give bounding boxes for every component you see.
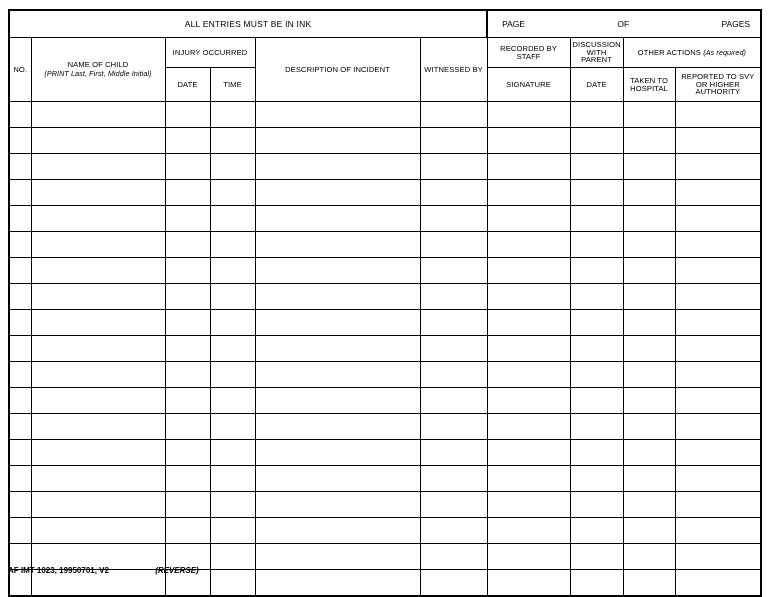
cell-injury-time[interactable] bbox=[210, 466, 255, 492]
cell-discussion-date[interactable] bbox=[570, 518, 623, 544]
cell-injury-time[interactable] bbox=[210, 284, 255, 310]
cell-signature[interactable] bbox=[487, 492, 570, 518]
cell-reported-to-svy[interactable] bbox=[675, 336, 761, 362]
cell-injury-date[interactable] bbox=[165, 466, 210, 492]
col-header-reported-to-svy-label: REPORTED TO SVY OR HIGHER AUTHORITY bbox=[681, 71, 755, 97]
of-label: OF bbox=[617, 18, 630, 29]
cell-taken-to-hospital[interactable] bbox=[623, 440, 675, 466]
col-header-signature-label: SIGNATURE bbox=[506, 79, 551, 89]
col-header-injury-date-label: DATE bbox=[177, 79, 198, 89]
cell-signature[interactable] bbox=[487, 102, 570, 128]
cell-injury-time[interactable] bbox=[210, 518, 255, 544]
table-row bbox=[9, 128, 761, 154]
cell-name-of-child[interactable] bbox=[31, 310, 165, 336]
cell-taken-to-hospital[interactable] bbox=[623, 206, 675, 232]
cell-no[interactable] bbox=[9, 102, 31, 128]
table-row bbox=[9, 388, 761, 414]
cell-witnessed-by[interactable] bbox=[420, 440, 487, 466]
cell-no[interactable] bbox=[9, 492, 31, 518]
cell-discussion-date[interactable] bbox=[570, 232, 623, 258]
cell-taken-to-hospital[interactable] bbox=[623, 258, 675, 284]
table-row bbox=[9, 206, 761, 232]
cell-witnessed-by[interactable] bbox=[420, 414, 487, 440]
cell-discussion-date[interactable] bbox=[570, 492, 623, 518]
col-header-witnessed-by bbox=[420, 38, 487, 102]
cell-injury-date[interactable] bbox=[165, 154, 210, 180]
col-header-discussion-with-parent bbox=[570, 38, 623, 68]
col-header-description-of-incident bbox=[255, 38, 420, 102]
cell-no[interactable] bbox=[9, 128, 31, 154]
col-header-taken-to-hospital bbox=[623, 68, 675, 102]
form-identifier: AF IMT 1023, 19950701, V2 bbox=[8, 566, 109, 575]
cell-injury-date[interactable] bbox=[165, 258, 210, 284]
cell-no[interactable] bbox=[9, 258, 31, 284]
cell-injury-date[interactable] bbox=[165, 206, 210, 232]
cell-description[interactable] bbox=[255, 180, 420, 206]
cell-reported-to-svy[interactable] bbox=[675, 310, 761, 336]
cell-reported-to-svy[interactable] bbox=[675, 154, 761, 180]
col-header-taken-to-hospital-label: TAKEN TO HOSPITAL bbox=[630, 75, 669, 93]
cell-description[interactable] bbox=[255, 102, 420, 128]
cell-injury-time[interactable] bbox=[210, 388, 255, 414]
cell-discussion-date[interactable] bbox=[570, 180, 623, 206]
cell-taken-to-hospital[interactable] bbox=[623, 284, 675, 310]
col-header-no-label: NO. bbox=[13, 64, 28, 74]
cell-signature[interactable] bbox=[487, 258, 570, 284]
cell-discussion-date[interactable] bbox=[570, 128, 623, 154]
table-row bbox=[9, 310, 761, 336]
cell-discussion-date[interactable] bbox=[570, 336, 623, 362]
cell-description[interactable] bbox=[255, 258, 420, 284]
table-row bbox=[9, 518, 761, 544]
cell-injury-date[interactable] bbox=[165, 102, 210, 128]
cell-taken-to-hospital[interactable] bbox=[623, 180, 675, 206]
cell-witnessed-by[interactable] bbox=[420, 154, 487, 180]
col-header-recorded-by-staff bbox=[487, 38, 570, 68]
cell-discussion-date[interactable] bbox=[570, 466, 623, 492]
table-row bbox=[9, 284, 761, 310]
cell-discussion-date[interactable] bbox=[570, 154, 623, 180]
cell-no[interactable] bbox=[9, 388, 31, 414]
cell-discussion-date[interactable] bbox=[570, 284, 623, 310]
cell-injury-time[interactable] bbox=[210, 154, 255, 180]
cell-signature[interactable] bbox=[487, 336, 570, 362]
cell-injury-time[interactable] bbox=[210, 492, 255, 518]
cell-injury-date[interactable] bbox=[165, 336, 210, 362]
col-header-discussion-with-parent-label: DISCUSSION WITH PARENT bbox=[572, 39, 621, 65]
incident-log-table bbox=[8, 9, 762, 597]
cell-name-of-child[interactable] bbox=[31, 258, 165, 284]
cell-reported-to-svy[interactable] bbox=[675, 128, 761, 154]
col-header-injury-occurred bbox=[165, 38, 255, 68]
cell-no[interactable] bbox=[9, 440, 31, 466]
col-header-no bbox=[9, 38, 31, 102]
cell-reported-to-svy[interactable] bbox=[675, 414, 761, 440]
banner-row bbox=[9, 10, 761, 38]
cell-description[interactable] bbox=[255, 154, 420, 180]
cell-witnessed-by[interactable] bbox=[420, 310, 487, 336]
cell-name-of-child[interactable] bbox=[31, 492, 165, 518]
cell-injury-date[interactable] bbox=[165, 362, 210, 388]
cell-injury-time[interactable] bbox=[210, 128, 255, 154]
cell-taken-to-hospital[interactable] bbox=[623, 492, 675, 518]
cell-witnessed-by[interactable] bbox=[420, 180, 487, 206]
cell-description[interactable] bbox=[255, 128, 420, 154]
cell-description[interactable] bbox=[255, 414, 420, 440]
cell-witnessed-by[interactable] bbox=[420, 388, 487, 414]
cell-injury-date[interactable] bbox=[165, 310, 210, 336]
cell-description[interactable] bbox=[255, 440, 420, 466]
cell-description[interactable] bbox=[255, 466, 420, 492]
cell-injury-date[interactable] bbox=[165, 518, 210, 544]
cell-description[interactable] bbox=[255, 518, 420, 544]
cell-reported-to-svy[interactable] bbox=[675, 180, 761, 206]
col-header-signature bbox=[487, 68, 570, 102]
cell-taken-to-hospital[interactable] bbox=[623, 362, 675, 388]
cell-discussion-date[interactable] bbox=[570, 310, 623, 336]
cell-injury-time[interactable] bbox=[210, 232, 255, 258]
cell-taken-to-hospital[interactable] bbox=[623, 154, 675, 180]
cell-signature[interactable] bbox=[487, 362, 570, 388]
cell-no[interactable] bbox=[9, 180, 31, 206]
cell-taken-to-hospital[interactable] bbox=[623, 414, 675, 440]
cell-no[interactable] bbox=[9, 414, 31, 440]
cell-description[interactable] bbox=[255, 336, 420, 362]
cell-taken-to-hospital[interactable] bbox=[623, 466, 675, 492]
cell-reported-to-svy[interactable] bbox=[675, 466, 761, 492]
cell-no[interactable] bbox=[9, 362, 31, 388]
cell-name-of-child[interactable] bbox=[31, 206, 165, 232]
cell-discussion-date[interactable] bbox=[570, 414, 623, 440]
col-header-reported-to-svy bbox=[675, 68, 761, 102]
table-row bbox=[9, 414, 761, 440]
cell-taken-to-hospital[interactable] bbox=[623, 336, 675, 362]
cell-signature[interactable] bbox=[487, 206, 570, 232]
cell-name-of-child[interactable] bbox=[31, 128, 165, 154]
cell-injury-time[interactable] bbox=[210, 180, 255, 206]
cell-injury-time[interactable] bbox=[210, 362, 255, 388]
col-header-other-actions-label: OTHER ACTIONS bbox=[637, 47, 701, 57]
cell-injury-date[interactable] bbox=[165, 440, 210, 466]
cell-name-of-child[interactable] bbox=[31, 440, 165, 466]
cell-no[interactable] bbox=[9, 284, 31, 310]
col-header-injury-occurred-label: INJURY OCCURRED bbox=[172, 47, 248, 57]
cell-name-of-child[interactable] bbox=[31, 284, 165, 310]
cell-signature[interactable] bbox=[487, 284, 570, 310]
cell-signature[interactable] bbox=[487, 388, 570, 414]
cell-discussion-date[interactable] bbox=[570, 440, 623, 466]
cell-reported-to-svy[interactable] bbox=[675, 492, 761, 518]
col-header-discussion-date-label: DATE bbox=[586, 79, 607, 89]
cell-signature[interactable] bbox=[487, 440, 570, 466]
cell-taken-to-hospital[interactable] bbox=[623, 128, 675, 154]
cell-name-of-child[interactable] bbox=[31, 414, 165, 440]
cell-taken-to-hospital[interactable] bbox=[623, 310, 675, 336]
cell-witnessed-by[interactable] bbox=[420, 102, 487, 128]
cell-taken-to-hospital[interactable] bbox=[623, 102, 675, 128]
cell-name-of-child[interactable] bbox=[31, 466, 165, 492]
cell-description[interactable] bbox=[255, 232, 420, 258]
cell-no[interactable] bbox=[9, 154, 31, 180]
cell-taken-to-hospital[interactable] bbox=[623, 388, 675, 414]
cell-injury-date[interactable] bbox=[165, 128, 210, 154]
table-row bbox=[9, 102, 761, 128]
cell-name-of-child[interactable] bbox=[31, 336, 165, 362]
col-header-name-of-child-sublabel: (PRINT Last, First, Middle Initial) bbox=[44, 69, 152, 79]
cell-injury-date[interactable] bbox=[165, 284, 210, 310]
cell-injury-time[interactable] bbox=[210, 440, 255, 466]
cell-injury-time[interactable] bbox=[210, 258, 255, 284]
cell-injury-time[interactable] bbox=[210, 336, 255, 362]
cell-witnessed-by[interactable] bbox=[420, 518, 487, 544]
cell-signature[interactable] bbox=[487, 128, 570, 154]
col-header-witnessed-by-label: WITNESSED BY bbox=[424, 64, 483, 74]
cell-no[interactable] bbox=[9, 336, 31, 362]
cell-reported-to-svy[interactable] bbox=[675, 206, 761, 232]
cell-discussion-date[interactable] bbox=[570, 388, 623, 414]
cell-description[interactable] bbox=[255, 206, 420, 232]
cell-injury-time[interactable] bbox=[210, 206, 255, 232]
table-row bbox=[9, 466, 761, 492]
cell-discussion-date[interactable] bbox=[570, 206, 623, 232]
cell-witnessed-by[interactable] bbox=[420, 206, 487, 232]
column-header-row-primary bbox=[9, 38, 761, 68]
col-header-description-label: DESCRIPTION OF INCIDENT bbox=[285, 64, 390, 74]
cell-signature[interactable] bbox=[487, 232, 570, 258]
table-row bbox=[9, 336, 761, 362]
cell-no[interactable] bbox=[9, 518, 31, 544]
cell-injury-time[interactable] bbox=[210, 414, 255, 440]
cell-description[interactable] bbox=[255, 492, 420, 518]
incident-log-table-wrapper bbox=[8, 9, 760, 597]
cell-witnessed-by[interactable] bbox=[420, 258, 487, 284]
table-row bbox=[9, 154, 761, 180]
cell-description[interactable] bbox=[255, 388, 420, 414]
cell-reported-to-svy[interactable] bbox=[675, 232, 761, 258]
cell-injury-date[interactable] bbox=[165, 388, 210, 414]
cell-witnessed-by[interactable] bbox=[420, 492, 487, 518]
col-header-other-actions-note: (As required) bbox=[703, 47, 747, 57]
cell-witnessed-by[interactable] bbox=[420, 466, 487, 492]
page-of-pages-group bbox=[487, 10, 761, 38]
cell-witnessed-by[interactable] bbox=[420, 362, 487, 388]
col-header-name-of-child-label: NAME OF CHILD bbox=[67, 60, 129, 70]
cell-signature[interactable] bbox=[487, 154, 570, 180]
table-row bbox=[9, 258, 761, 284]
cell-injury-date[interactable] bbox=[165, 414, 210, 440]
cell-no[interactable] bbox=[9, 206, 31, 232]
cell-name-of-child[interactable] bbox=[31, 362, 165, 388]
col-header-discussion-date bbox=[570, 68, 623, 102]
form-footer bbox=[8, 566, 760, 575]
cell-description[interactable] bbox=[255, 284, 420, 310]
cell-name-of-child[interactable] bbox=[31, 154, 165, 180]
cell-description[interactable] bbox=[255, 310, 420, 336]
cell-witnessed-by[interactable] bbox=[420, 336, 487, 362]
cell-injury-date[interactable] bbox=[165, 232, 210, 258]
col-header-other-actions bbox=[623, 38, 761, 68]
cell-witnessed-by[interactable] bbox=[420, 128, 487, 154]
cell-reported-to-svy[interactable] bbox=[675, 102, 761, 128]
cell-taken-to-hospital[interactable] bbox=[623, 518, 675, 544]
cell-witnessed-by[interactable] bbox=[420, 232, 487, 258]
cell-discussion-date[interactable] bbox=[570, 362, 623, 388]
form-reverse-note: (REVERSE) bbox=[155, 566, 199, 575]
cell-no[interactable] bbox=[9, 232, 31, 258]
page-label: PAGE bbox=[502, 18, 526, 29]
cell-name-of-child[interactable] bbox=[31, 102, 165, 128]
cell-no[interactable] bbox=[9, 310, 31, 336]
cell-reported-to-svy[interactable] bbox=[675, 388, 761, 414]
cell-reported-to-svy[interactable] bbox=[675, 258, 761, 284]
table-row bbox=[9, 232, 761, 258]
cell-taken-to-hospital[interactable] bbox=[623, 232, 675, 258]
cell-reported-to-svy[interactable] bbox=[675, 440, 761, 466]
pages-label: PAGES bbox=[721, 18, 751, 29]
table-row bbox=[9, 440, 761, 466]
cell-signature[interactable] bbox=[487, 518, 570, 544]
cell-description[interactable] bbox=[255, 362, 420, 388]
cell-name-of-child[interactable] bbox=[31, 518, 165, 544]
cell-injury-time[interactable] bbox=[210, 310, 255, 336]
cell-injury-date[interactable] bbox=[165, 180, 210, 206]
cell-signature[interactable] bbox=[487, 310, 570, 336]
cell-reported-to-svy[interactable] bbox=[675, 518, 761, 544]
cell-name-of-child[interactable] bbox=[31, 180, 165, 206]
cell-signature[interactable] bbox=[487, 414, 570, 440]
cell-injury-date[interactable] bbox=[165, 492, 210, 518]
cell-discussion-date[interactable] bbox=[570, 258, 623, 284]
cell-discussion-date[interactable] bbox=[570, 102, 623, 128]
col-header-injury-time bbox=[210, 68, 255, 102]
cell-name-of-child[interactable] bbox=[31, 388, 165, 414]
cell-injury-time[interactable] bbox=[210, 102, 255, 128]
col-header-name-of-child bbox=[31, 38, 165, 102]
table-row bbox=[9, 362, 761, 388]
col-header-recorded-by-staff-label: RECORDED BY STAFF bbox=[500, 43, 557, 61]
table-row bbox=[9, 180, 761, 206]
cell-reported-to-svy[interactable] bbox=[675, 362, 761, 388]
table-row bbox=[9, 492, 761, 518]
cell-reported-to-svy[interactable] bbox=[675, 284, 761, 310]
cell-no[interactable] bbox=[9, 466, 31, 492]
col-header-injury-time-label: TIME bbox=[223, 79, 242, 89]
cell-signature[interactable] bbox=[487, 180, 570, 206]
cell-signature[interactable] bbox=[487, 466, 570, 492]
all-entries-must-be-in-ink-label: ALL ENTRIES MUST BE IN INK bbox=[9, 10, 487, 38]
col-header-injury-date bbox=[165, 68, 210, 102]
cell-name-of-child[interactable] bbox=[31, 232, 165, 258]
cell-witnessed-by[interactable] bbox=[420, 284, 487, 310]
